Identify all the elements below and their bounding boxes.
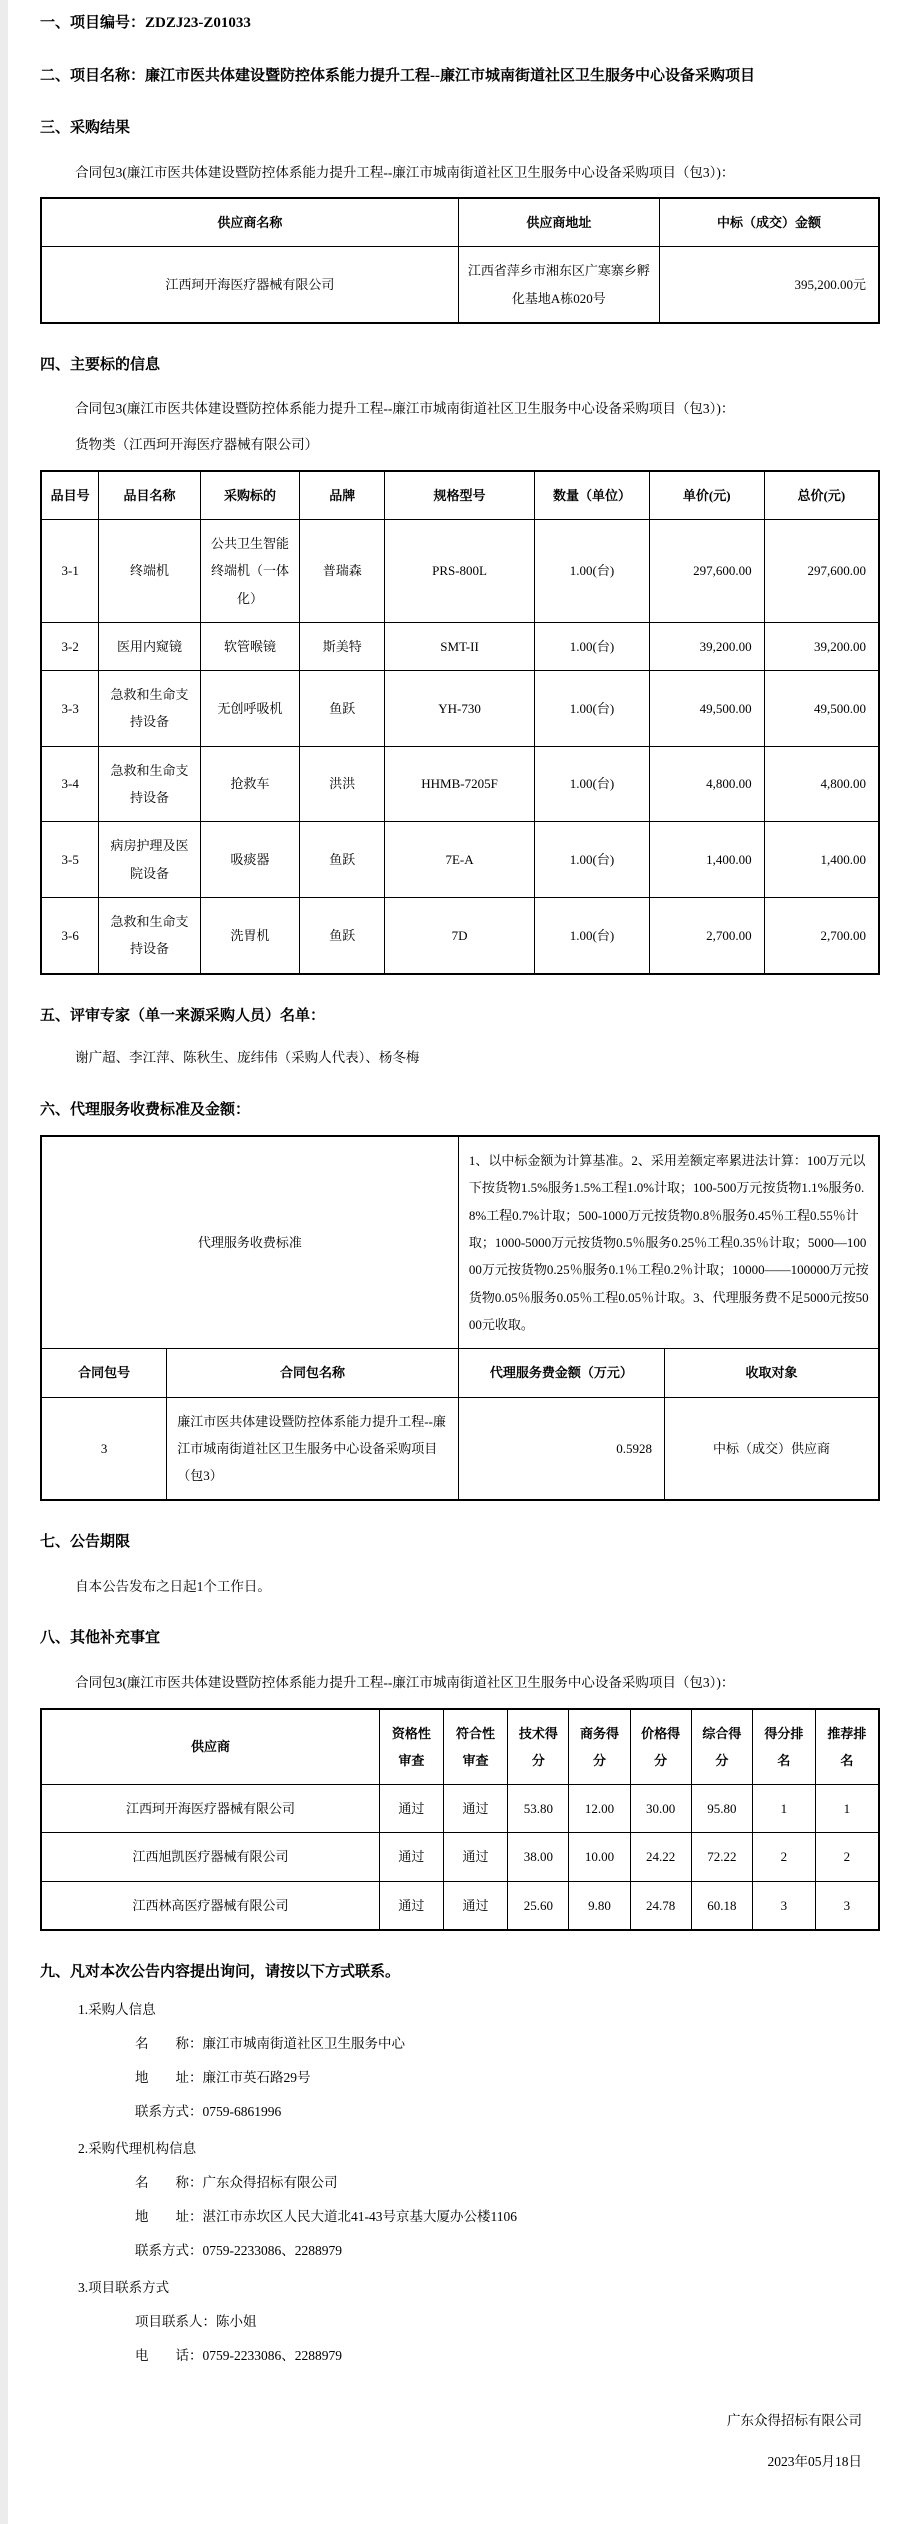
qualification-cell: 通过 — [380, 1881, 444, 1930]
model-cell: HHMB-7205F — [385, 746, 535, 822]
contact-info — [40, 2000, 880, 2367]
project-contact-phone: 电 话：0759-2233086、2288979 — [135, 2348, 342, 2364]
quantity-cell: 1.00(台) — [535, 822, 650, 898]
item-name-cell: 急救和生命支持设备 — [99, 746, 200, 822]
business-score-cell: 9.80 — [569, 1881, 630, 1930]
supplier-name-cell: 江西珂开海医疗器械有限公司 — [41, 247, 458, 323]
subject-cell: 抢救车 — [200, 746, 300, 822]
unit-price-cell: 39,200.00 — [649, 622, 764, 670]
table-row — [41, 622, 879, 670]
brand-cell: 鱼跃 — [300, 897, 385, 973]
col-package-no: 合同包号 — [41, 1349, 167, 1397]
technical-score-cell: 53.80 — [508, 1785, 569, 1833]
col-total-price: 总价(元) — [764, 471, 879, 520]
unit-price-cell: 297,600.00 — [649, 519, 764, 622]
quantity-cell: 1.00(台) — [535, 622, 650, 670]
table-header-row — [41, 471, 879, 520]
overall-score-cell: 95.80 — [691, 1785, 752, 1833]
section-1-project-number: 一、项目编号：ZDZJ23-Z01033 — [40, 15, 251, 31]
col-business-score: 商务得分 — [569, 1709, 630, 1785]
supplier-cell: 江西珂开海医疗器械有限公司 — [41, 1785, 380, 1833]
total-price-cell: 4,800.00 — [764, 746, 879, 822]
total-price-cell: 1,400.00 — [764, 822, 879, 898]
expert-names: 谢广超、李江萍、陈秋生、庞纬伟（采购人代表）、杨冬梅 — [75, 1050, 420, 1066]
recommend-rank-cell: 3 — [815, 1881, 879, 1930]
award-amount-cell: 395,200.00元 — [659, 247, 879, 323]
subject-cell: 洗胃机 — [200, 897, 300, 973]
score-table — [40, 1708, 880, 1931]
subject-cell: 无创呼吸机 — [200, 671, 300, 747]
total-price-cell: 297,600.00 — [764, 519, 879, 622]
technical-score-cell: 38.00 — [508, 1833, 569, 1881]
brand-cell: 普瑞森 — [300, 519, 385, 622]
col-item-no: 品目号 — [41, 471, 99, 520]
table-row — [41, 822, 879, 898]
signature-block — [40, 2412, 880, 2472]
unit-price-cell: 2,700.00 — [649, 897, 764, 973]
item-no-cell: 3-2 — [41, 622, 99, 670]
table-header-row — [41, 198, 879, 247]
section-4-heading: 四、主要标的信息 — [40, 356, 161, 373]
table-row — [41, 1833, 879, 1881]
section-6-heading: 六、代理服务收费标准及金额： — [40, 1101, 251, 1118]
table-row — [41, 1785, 879, 1833]
brand-cell: 洪洪 — [300, 746, 385, 822]
fee-standard-row — [41, 1136, 879, 1349]
signature-company: 广东众得招标有限公司 — [727, 2413, 862, 2429]
overall-score-cell: 60.18 — [691, 1881, 752, 1930]
main-items-table — [40, 470, 880, 975]
announcement-period-text: 自本公告发布之日起1个工作日。 — [75, 1578, 271, 1594]
section-9-heading: 九、凡对本次公告内容提出询问，请按以下方式联系。 — [40, 1964, 401, 1981]
fee-payer-cell: 中标（成交）供应商 — [664, 1397, 879, 1500]
section-2-project-name: 二、项目名称：廉江市医共体建设暨防控体系能力提升工程--廉江市城南街道社区卫生服务中心设备采购项目 — [40, 67, 755, 84]
agency-address: 地 址：湛江市赤坎区人民大道北41-43号京基大厦办公楼1106 — [135, 2209, 517, 2225]
model-cell: 7D — [385, 897, 535, 973]
item-name-cell: 病房护理及医院设备 — [99, 822, 200, 898]
model-cell: SMT-II — [385, 622, 535, 670]
col-recommend-rank: 推荐排名 — [815, 1709, 879, 1785]
signature-date: 2023年05月18日 — [767, 2454, 862, 2470]
col-package-name: 合同包名称 — [167, 1349, 459, 1397]
item-no-cell: 3-1 — [41, 519, 99, 622]
score-rank-cell: 3 — [752, 1881, 815, 1930]
conformity-cell: 通过 — [443, 1785, 508, 1833]
purchaser-name: 名 称：廉江市城南街道社区卫生服务中心 — [135, 2035, 405, 2051]
section-4-package-intro: 合同包3(廉江市医共体建设暨防控体系能力提升工程--廉江市城南街道社区卫生服务中心设备采购项目（包3）)： — [75, 401, 735, 417]
fee-standard-text: 1、以中标金额为计算基准。2、采用差额定率累进法计算：100万元以下按货物1.5%服务1.5%工程1.0%计取；100-500万元按货物1.1%服务0.8%工程0.7%计取；500-1000万元按货物0.8％服务0.45％工程0.55％计取；1000-5000万元按货物0.5％服务0.25％工程0.35％计取；5000—10000万元按货物0.25％服务0.1％工程0.2％计取；10000——100000万元按货物0.05％服务0.05％工程0.05％计取。3、代理服务费不足5000元按5000元收取。 — [458, 1136, 879, 1349]
section-8-heading: 八、其他补充事宜 — [40, 1630, 161, 1647]
recommend-rank-cell: 1 — [815, 1785, 879, 1833]
item-no-cell: 3-6 — [41, 897, 99, 973]
page-left-margin-strip — [0, 0, 8, 2524]
package-name-cell: 廉江市医共体建设暨防控体系能力提升工程--廉江市城南街道社区卫生服务中心设备采购项目（包3） — [167, 1397, 459, 1500]
col-overall-score: 综合得分 — [691, 1709, 752, 1785]
score-rank-cell: 1 — [752, 1785, 815, 1833]
brand-cell: 鱼跃 — [300, 671, 385, 747]
conformity-cell: 通过 — [443, 1881, 508, 1930]
quantity-cell: 1.00(台) — [535, 746, 650, 822]
unit-price-cell: 49,500.00 — [649, 671, 764, 747]
item-name-cell: 急救和生命支持设备 — [99, 897, 200, 973]
price-score-cell: 24.22 — [630, 1833, 691, 1881]
table-row — [41, 671, 879, 747]
section-4-category-line: 货物类（江西珂开海医疗器械有限公司） — [75, 437, 319, 453]
unit-price-cell: 4,800.00 — [649, 746, 764, 822]
agency-contact: 联系方式：0759-2233086、2288979 — [135, 2243, 342, 2259]
table-row — [41, 519, 879, 622]
quantity-cell: 1.00(台) — [535, 671, 650, 747]
conformity-cell: 通过 — [443, 1833, 508, 1881]
quantity-cell: 1.00(台) — [535, 519, 650, 622]
col-supplier-name: 供应商名称 — [41, 198, 458, 247]
item-name-cell: 急救和生命支持设备 — [99, 671, 200, 747]
supplier-cell: 江西林高医疗器械有限公司 — [41, 1881, 380, 1930]
supplier-address-cell: 江西省萍乡市湘东区广寒寨乡孵化基地A栋020号 — [458, 247, 659, 323]
price-score-cell: 30.00 — [630, 1785, 691, 1833]
business-score-cell: 10.00 — [569, 1833, 630, 1881]
procurement-result-table — [40, 197, 880, 324]
section-8-package-intro: 合同包3(廉江市医共体建设暨防控体系能力提升工程--廉江市城南街道社区卫生服务中心设备采购项目（包3）)： — [75, 1674, 735, 1690]
col-price-score: 价格得分 — [630, 1709, 691, 1785]
table-row — [41, 247, 879, 323]
supplier-cell: 江西旭凯医疗器械有限公司 — [41, 1833, 380, 1881]
qualification-cell: 通过 — [380, 1833, 444, 1881]
item-no-cell: 3-3 — [41, 671, 99, 747]
subject-cell: 公共卫生智能终端机（一体化） — [200, 519, 300, 622]
technical-score-cell: 25.60 — [508, 1881, 569, 1930]
purchaser-info-heading: 1.采购人信息 — [78, 2001, 156, 2017]
item-name-cell: 医用内窥镜 — [99, 622, 200, 670]
item-no-cell: 3-4 — [41, 746, 99, 822]
brand-cell: 斯美特 — [300, 622, 385, 670]
package-no-cell: 3 — [41, 1397, 167, 1500]
col-brand: 品牌 — [300, 471, 385, 520]
project-contact-heading: 3.项目联系方式 — [78, 2279, 170, 2295]
col-supplier: 供应商 — [41, 1709, 380, 1785]
table-row — [41, 746, 879, 822]
col-score-rank: 得分排名 — [752, 1709, 815, 1785]
table-row — [41, 897, 879, 973]
quantity-cell: 1.00(台) — [535, 897, 650, 973]
fee-standard-label: 代理服务收费标准 — [41, 1136, 458, 1349]
fee-amount-cell: 0.5928 — [458, 1397, 664, 1500]
score-rank-cell: 2 — [752, 1833, 815, 1881]
col-unit-price: 单价(元) — [649, 471, 764, 520]
col-procurement-subject: 采购标的 — [200, 471, 300, 520]
recommend-rank-cell: 2 — [815, 1833, 879, 1881]
col-item-name: 品目名称 — [99, 471, 200, 520]
table-header-row — [41, 1709, 879, 1785]
model-cell: PRS-800L — [385, 519, 535, 622]
col-qualification-review: 资格性审查 — [380, 1709, 444, 1785]
model-cell: 7E-A — [385, 822, 535, 898]
item-name-cell: 终端机 — [99, 519, 200, 622]
total-price-cell: 39,200.00 — [764, 622, 879, 670]
agency-name: 名 称：广东众得招标有限公司 — [135, 2174, 338, 2190]
table-header-row — [41, 1349, 879, 1397]
overall-score-cell: 72.22 — [691, 1833, 752, 1881]
model-cell: YH-730 — [385, 671, 535, 747]
agency-info-heading: 2.采购代理机构信息 — [78, 2140, 197, 2156]
col-fee-payer: 收取对象 — [664, 1349, 879, 1397]
section-5-heading: 五、评审专家（单一来源采购人员）名单： — [40, 1007, 326, 1024]
section-7-heading: 七、公告期限 — [40, 1534, 131, 1551]
col-award-amount: 中标（成交）金额 — [659, 198, 879, 247]
brand-cell: 鱼跃 — [300, 822, 385, 898]
unit-price-cell: 1,400.00 — [649, 822, 764, 898]
business-score-cell: 12.00 — [569, 1785, 630, 1833]
col-fee-amount: 代理服务费金额（万元） — [458, 1349, 664, 1397]
purchaser-address: 地 址：廉江市英石路29号 — [135, 2070, 311, 2086]
purchaser-contact: 联系方式：0759-6861996 — [135, 2104, 282, 2120]
col-model: 规格型号 — [385, 471, 535, 520]
section-3-package-intro: 合同包3(廉江市医共体建设暨防控体系能力提升工程--廉江市城南街道社区卫生服务中心设备采购项目（包3）)： — [75, 164, 735, 180]
subject-cell: 软管喉镜 — [200, 622, 300, 670]
price-score-cell: 24.78 — [630, 1881, 691, 1930]
subject-cell: 吸痰器 — [200, 822, 300, 898]
col-quantity: 数量（单位） — [535, 471, 650, 520]
total-price-cell: 49,500.00 — [764, 671, 879, 747]
agency-fee-table — [40, 1135, 880, 1501]
project-contact-person: 项目联系人：陈小姐 — [135, 2313, 257, 2329]
total-price-cell: 2,700.00 — [764, 897, 879, 973]
col-conformity-review: 符合性审查 — [443, 1709, 508, 1785]
qualification-cell: 通过 — [380, 1785, 444, 1833]
table-row — [41, 1881, 879, 1930]
item-no-cell: 3-5 — [41, 822, 99, 898]
table-row — [41, 1397, 879, 1500]
col-technical-score: 技术得分 — [508, 1709, 569, 1785]
col-supplier-address: 供应商地址 — [458, 198, 659, 247]
section-3-heading: 三、采购结果 — [40, 120, 131, 136]
